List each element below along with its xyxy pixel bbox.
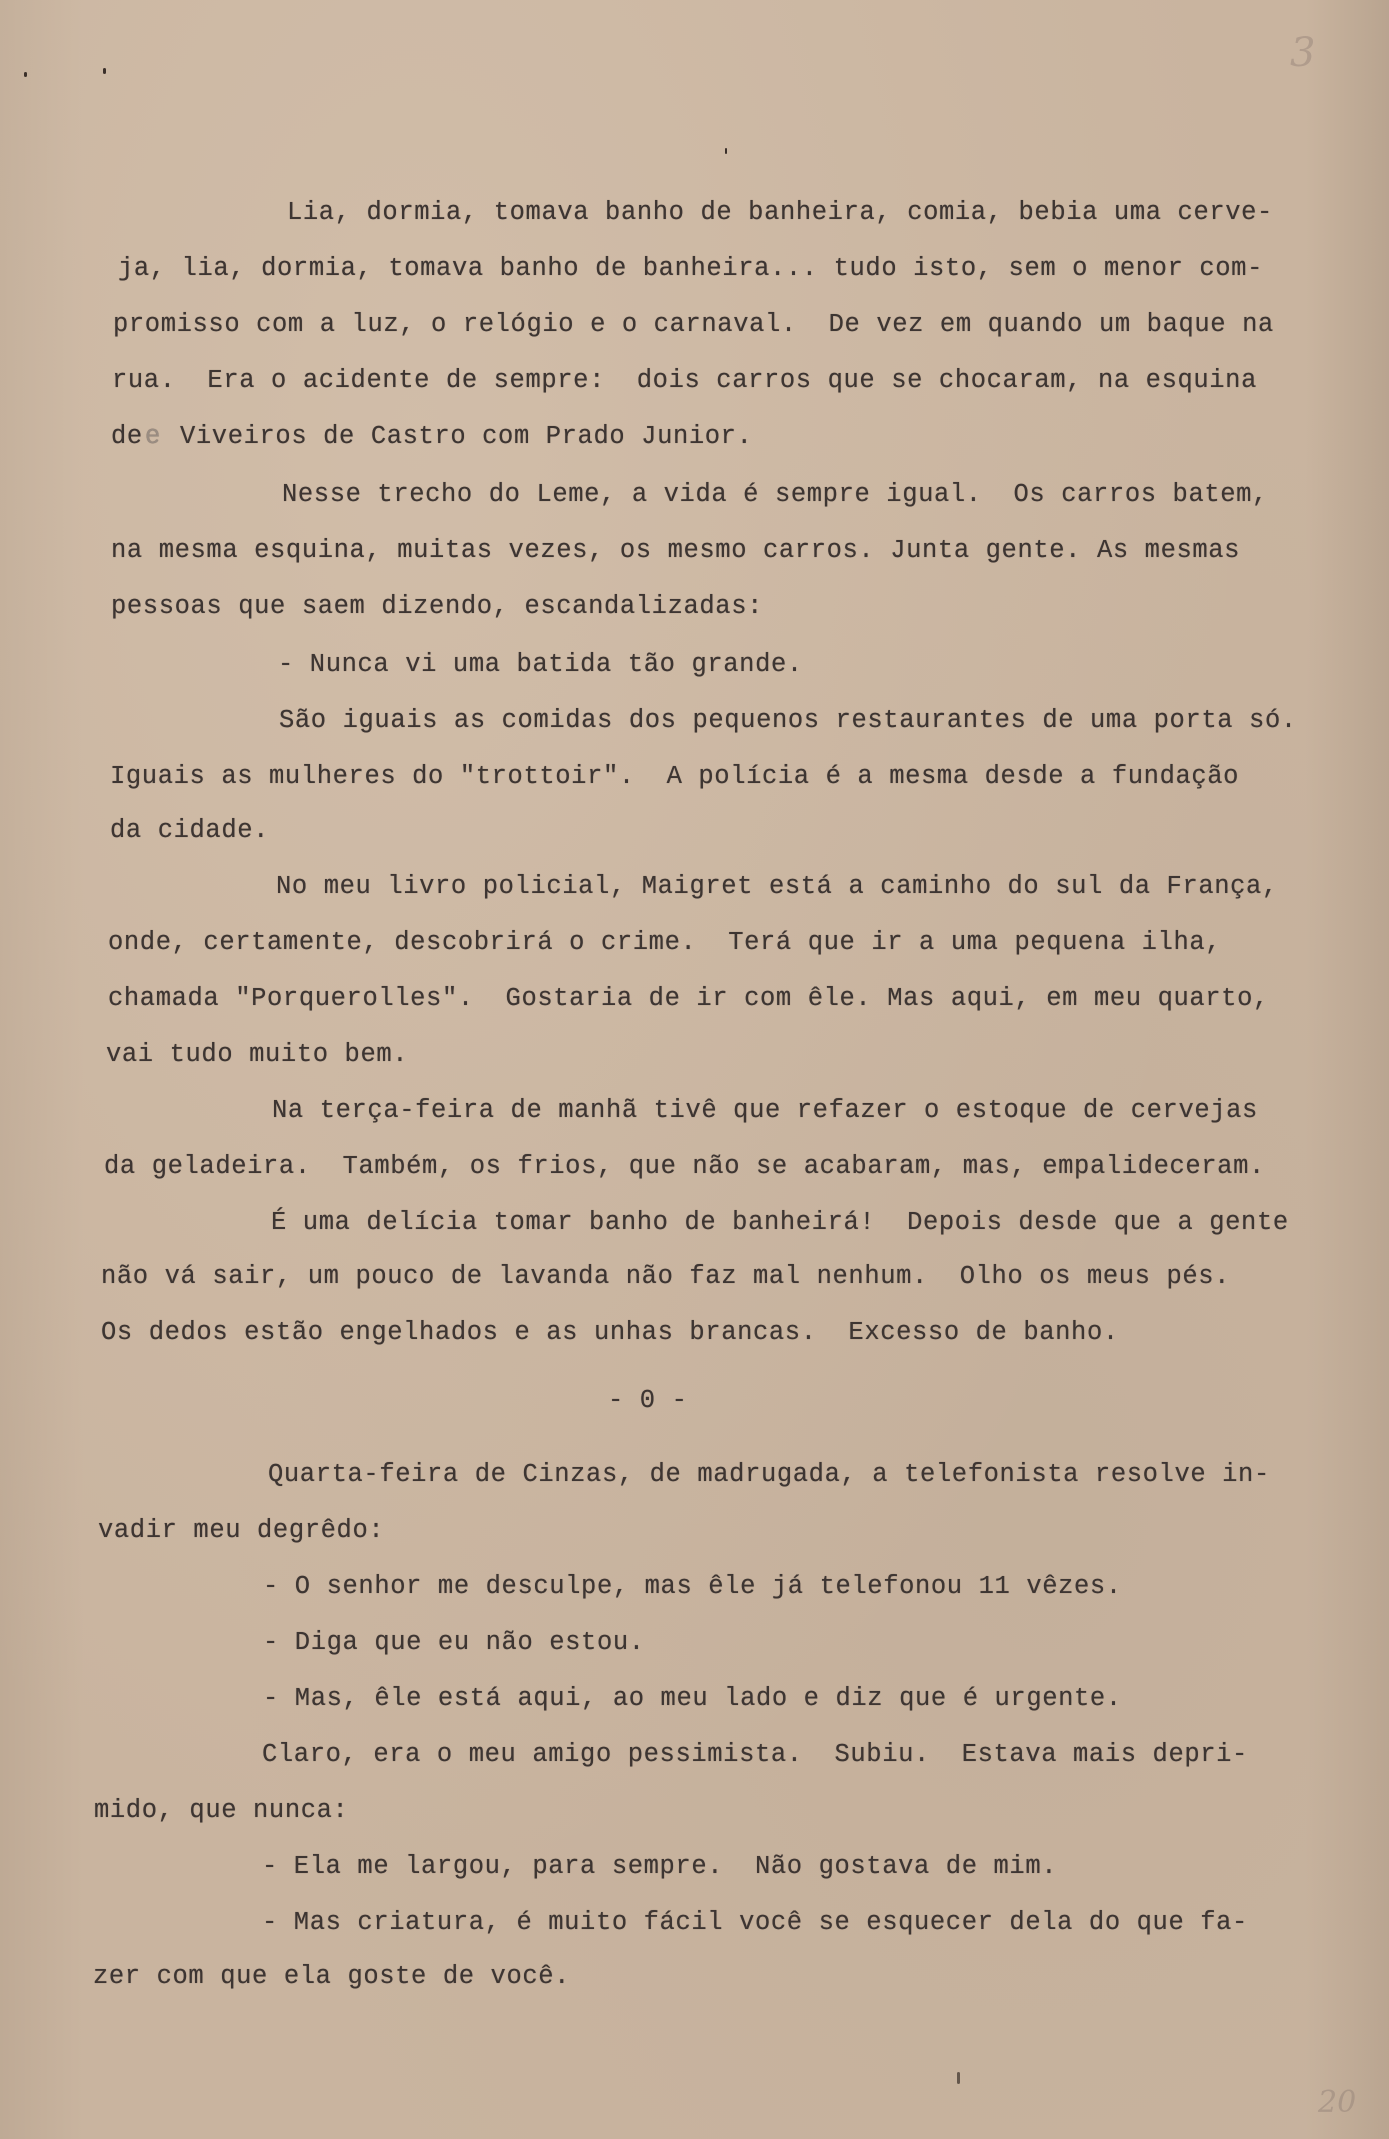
text-line: chamada "Porquerolles". Gostaria de ir com êle. Mas aqui, em meu quarto, xyxy=(108,984,1269,1013)
text-line: rua. Era o acidente de sempre: dois carros que se chocaram, na esquina xyxy=(112,366,1257,395)
text-line: Nesse trecho do Leme, a vida é sempre igual. Os carros batem, xyxy=(282,480,1268,509)
text-line: pessoas que saem dizendo, escandalizadas: xyxy=(111,592,764,621)
text-line: mido, que nunca: xyxy=(94,1796,349,1825)
text-line: zer com que ela goste de você. xyxy=(93,1962,571,1991)
text-line: Lia, dormia, tomava banho de banheira, comia, bebia uma cerve- xyxy=(287,198,1273,227)
text-line: - Ela me largou, para sempre. Não gostava de mim. xyxy=(262,1852,1058,1881)
text-line: - Nunca vi uma batida tão grande. xyxy=(278,650,803,679)
pencil-page-mark-bottom: 20 xyxy=(1318,2085,1357,2120)
text-line: Quarta-feira de Cinzas, de madrugada, a telefonista resolve in- xyxy=(268,1460,1270,1489)
text-line: São iguais as comidas dos pequenos restaurantes de uma porta só. xyxy=(279,706,1297,735)
text-line: não vá sair, um pouco de lavanda não faz mal nenhum. Olho os meus pés. xyxy=(101,1262,1231,1291)
text-line: onde, certamente, descobrirá o crime. Terá que ir a uma pequena ilha, xyxy=(108,928,1222,957)
text-line: - O senhor me desculpe, mas êle já telefonou 11 vêzes. xyxy=(263,1572,1122,1601)
text-line: Claro, era o meu amigo pessimista. Subiu. Estava mais depri- xyxy=(262,1740,1248,1769)
smudged-char: e xyxy=(145,422,161,451)
ink-speck xyxy=(24,72,27,77)
text-line: - Diga que eu não estou. xyxy=(263,1628,645,1657)
text-line: na mesma esquina, muitas vezes, os mesmo carros. Junta gente. As mesmas xyxy=(111,536,1241,565)
text-line: promisso com a luz, o relógio e o carnaval. De vez em quando um baque na xyxy=(113,310,1274,339)
pencil-page-mark-top: 3 xyxy=(1290,30,1316,76)
text-line: - Mas criatura, é muito fácil você se esquecer dela do que fa- xyxy=(262,1908,1248,1937)
text-line: Na terça-feira de manhã tivê que refazer o estoque de cervejas xyxy=(272,1096,1258,1125)
text-line: Os dedos estão engelhados e as unhas brancas. Excesso de banho. xyxy=(101,1318,1119,1347)
text-line: da cidade. xyxy=(110,816,270,845)
ink-speck xyxy=(725,148,727,154)
ink-speck xyxy=(103,68,106,74)
text-line: vadir meu degrêdo: xyxy=(98,1516,385,1545)
text-line: Viveiros de Castro com Prado Junior. xyxy=(180,422,753,451)
text-line: de xyxy=(111,422,143,451)
ink-speck xyxy=(957,2072,960,2084)
text-line: É uma delícia tomar banho de banheirá! Depois desde que a gente xyxy=(271,1208,1289,1237)
section-separator: - 0 - xyxy=(608,1386,688,1415)
text-line: ja, lia, dormia, tomava banho de banheira... tudo isto, sem o menor com- xyxy=(118,254,1263,283)
text-line: vai tudo muito bem. xyxy=(106,1040,409,1069)
text-line: da geladeira. Também, os frios, que não se acabaram, mas, empalideceram. xyxy=(104,1152,1265,1181)
text-line: Iguais as mulheres do "trottoir". A polícia é a mesma desde a fundação xyxy=(110,762,1240,791)
text-line: No meu livro policial, Maigret está a caminho do sul da França, xyxy=(276,872,1278,901)
text-line: - Mas, êle está aqui, ao meu lado e diz que é urgente. xyxy=(263,1684,1122,1713)
